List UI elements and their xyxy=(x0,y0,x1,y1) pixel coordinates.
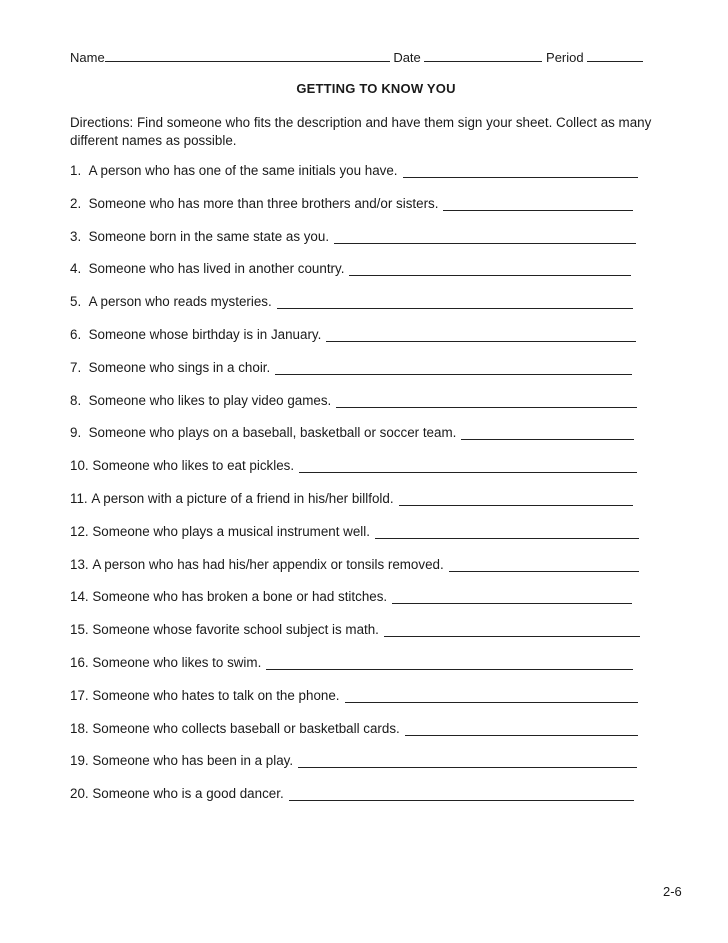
item-number: 1. xyxy=(70,163,89,178)
item-description: Someone who hates to talk on the phone. xyxy=(92,687,340,703)
item-number: 8. xyxy=(70,392,89,408)
item-description: Someone who collects baseball or basketball cards. xyxy=(92,720,400,736)
item-number: 12. xyxy=(70,523,93,539)
list-item xyxy=(70,458,640,491)
list-item xyxy=(70,491,640,524)
item-description: Someone who is a good dancer. xyxy=(92,786,284,802)
directions-text: Directions: Find someone who fits the description and have them sign your sheet. Collect as many different names as possible. xyxy=(70,115,652,148)
item-description: Someone who likes to eat pickles. xyxy=(92,458,295,474)
signature-line[interactable] xyxy=(289,786,634,801)
signature-line[interactable] xyxy=(299,458,637,473)
list-item xyxy=(70,524,640,557)
item-description: A person with a picture of a friend in his/her billfold. xyxy=(91,490,394,506)
item-description: A person who reads mysteries. xyxy=(88,294,272,310)
signature-line[interactable] xyxy=(461,425,634,440)
item-description: A person who has one of the same initials you have. xyxy=(88,163,398,178)
item-description: Someone who plays a musical instrument well. xyxy=(92,523,370,539)
item-description: Someone who has more than three brothers and/or sisters. xyxy=(88,195,439,211)
list-item xyxy=(70,655,640,688)
list-item xyxy=(70,589,640,622)
list-item xyxy=(70,163,640,196)
list-item xyxy=(70,360,640,393)
signature-line[interactable] xyxy=(403,163,638,178)
list-item xyxy=(70,393,640,426)
signature-line[interactable] xyxy=(334,229,636,244)
date-label: Date xyxy=(393,50,421,65)
item-description: Someone whose birthday is in January. xyxy=(88,326,322,342)
item-number: 7. xyxy=(70,359,89,375)
list-item xyxy=(70,721,640,754)
list-item xyxy=(70,294,640,327)
list-item xyxy=(70,557,640,590)
header-fields xyxy=(70,50,643,65)
signature-line[interactable] xyxy=(266,655,633,670)
list-item xyxy=(70,196,640,229)
item-number: 10. xyxy=(70,458,93,474)
signature-line[interactable] xyxy=(345,688,638,703)
item-number: 14. xyxy=(70,589,93,605)
list-item xyxy=(70,753,640,786)
item-number: 2. xyxy=(70,195,89,211)
signature-line[interactable] xyxy=(326,327,636,342)
date-blank[interactable] xyxy=(424,50,542,62)
item-number: 4. xyxy=(70,261,89,277)
signature-line[interactable] xyxy=(375,524,639,539)
item-number: 16. xyxy=(70,654,93,670)
list-item xyxy=(70,327,640,360)
item-description: Someone who has lived in another country. xyxy=(88,261,345,277)
period-label: Period xyxy=(546,50,584,65)
item-number: 13. xyxy=(70,556,93,572)
item-number: 6. xyxy=(70,326,89,342)
item-description: Someone born in the same state as you. xyxy=(88,228,330,244)
signature-line[interactable] xyxy=(449,557,639,572)
signature-line[interactable] xyxy=(405,721,638,736)
signature-line[interactable] xyxy=(384,622,640,637)
name-label: Name xyxy=(70,50,105,65)
list-item xyxy=(70,688,640,721)
item-description: Someone who sings in a choir. xyxy=(88,359,271,375)
item-number: 20. xyxy=(70,786,93,802)
item-description: Someone who plays on a baseball, basketball or soccer team. xyxy=(88,425,457,441)
item-description: Someone who has broken a bone or had stitches. xyxy=(92,589,388,605)
item-number: 5. xyxy=(70,294,89,310)
period-blank[interactable] xyxy=(587,50,643,62)
item-description: Someone who likes to play video games. xyxy=(88,392,332,408)
signature-line[interactable] xyxy=(277,294,633,309)
worksheet-title: GETTING TO KNOW YOU xyxy=(296,81,456,96)
item-number: 3. xyxy=(70,228,89,244)
item-number: 19. xyxy=(70,753,93,769)
list-item xyxy=(70,229,640,262)
list-item xyxy=(70,622,640,655)
item-number: 17. xyxy=(70,687,93,703)
item-list xyxy=(70,163,640,819)
page-number: 2-6 xyxy=(663,884,682,899)
signature-line[interactable] xyxy=(443,196,633,211)
signature-line[interactable] xyxy=(275,360,632,375)
item-description: Someone who likes to swim. xyxy=(92,654,262,670)
list-item xyxy=(70,425,640,458)
list-item xyxy=(70,786,640,819)
item-description: A person who has had his/her appendix or tonsils removed. xyxy=(92,556,444,572)
item-number: 11. xyxy=(70,490,92,506)
item-description: Someone whose favorite school subject is math. xyxy=(92,622,379,638)
item-number: 9. xyxy=(70,425,89,441)
item-description: Someone who has been in a play. xyxy=(92,753,294,769)
item-number: 15. xyxy=(70,622,93,638)
list-item xyxy=(70,261,640,294)
signature-line[interactable] xyxy=(349,261,631,276)
name-blank[interactable] xyxy=(105,50,390,62)
signature-line[interactable] xyxy=(336,393,637,408)
signature-line[interactable] xyxy=(298,753,637,768)
item-number: 18. xyxy=(70,720,93,736)
signature-line[interactable] xyxy=(392,589,632,604)
signature-line[interactable] xyxy=(399,491,633,506)
